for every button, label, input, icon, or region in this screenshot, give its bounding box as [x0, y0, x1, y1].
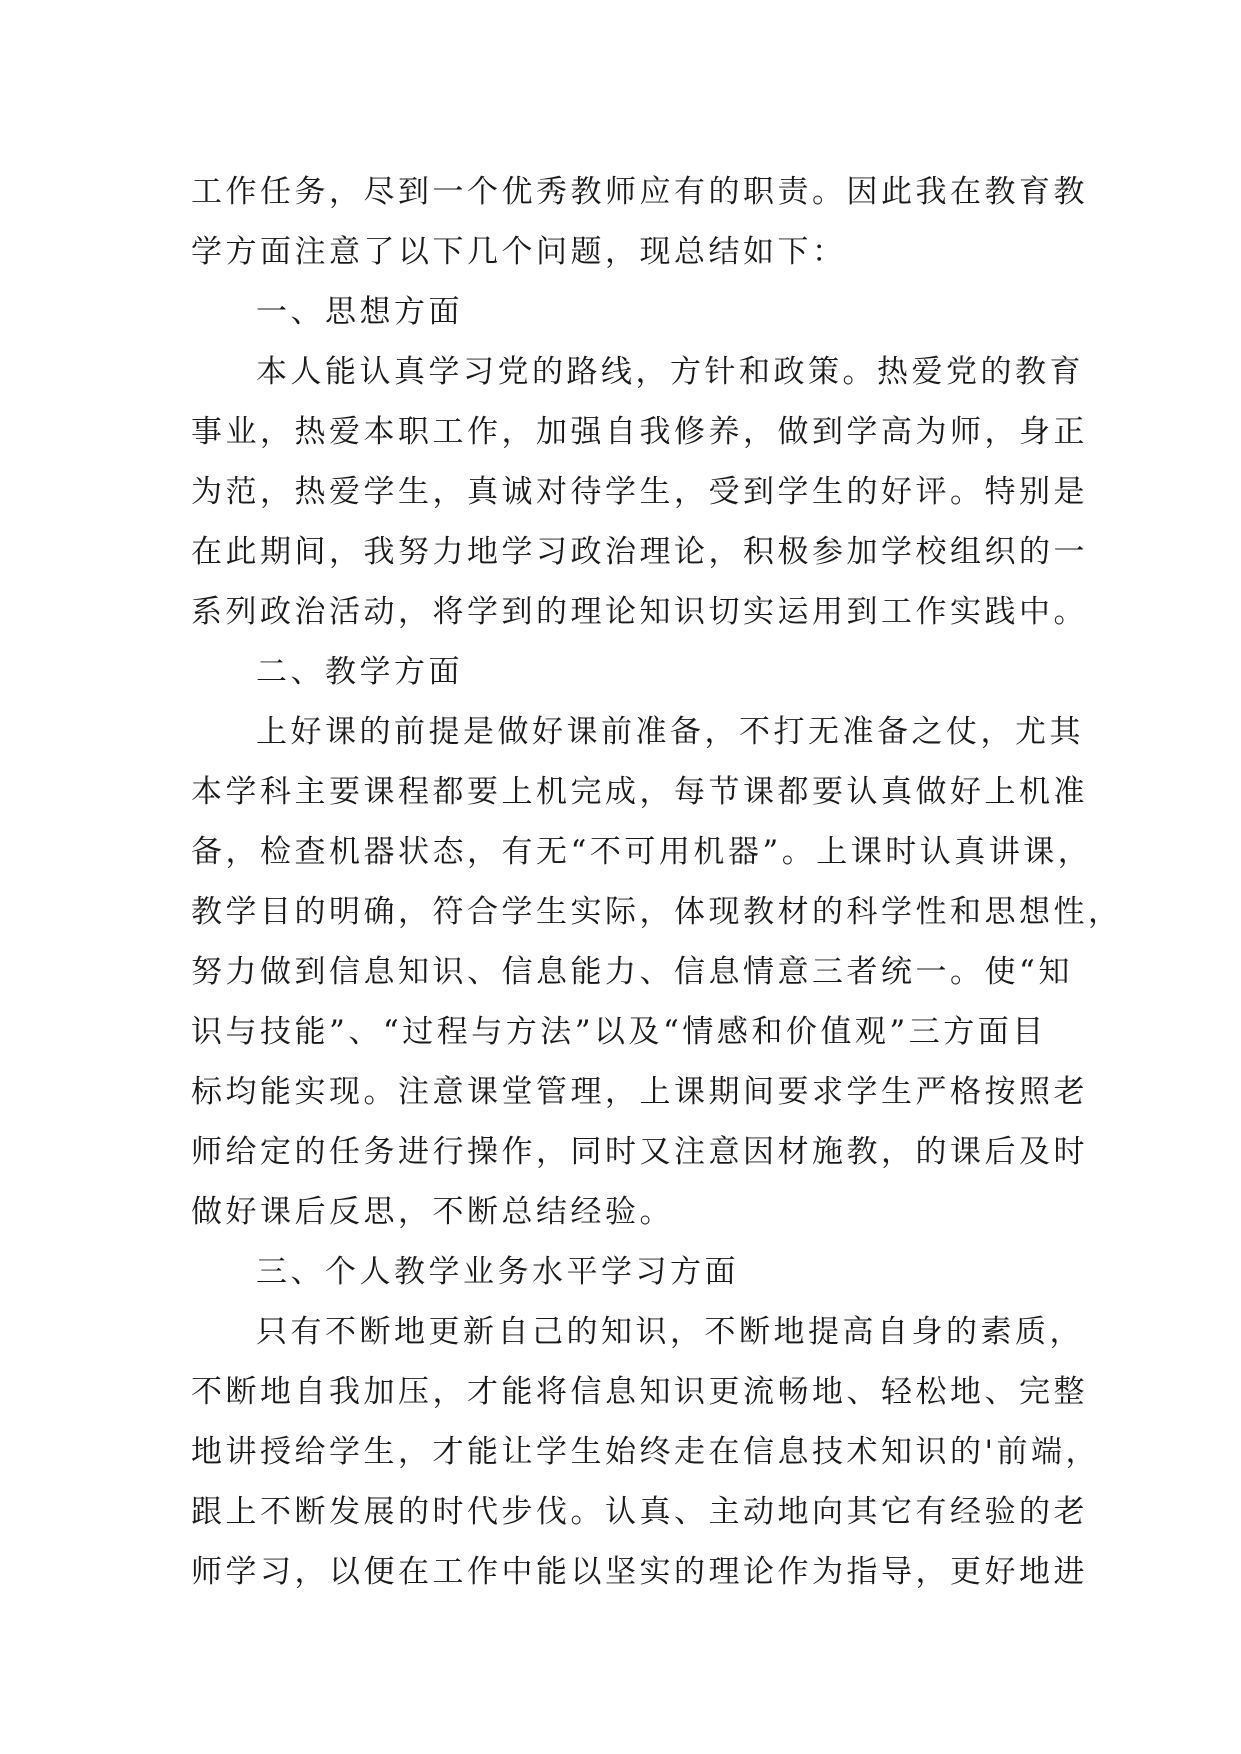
paragraph-line: 事业，热爱本职工作，加强自我修养，做到学高为师，身正: [191, 414, 1088, 450]
section-heading: 一、思想方面: [256, 294, 463, 330]
paragraph-line: 不断地自我加压，才能将信息知识更流畅地、轻松地、完整: [191, 1374, 1088, 1410]
paragraph-line: 本学科主要课程都要上机完成，每节课都要认真做好上机准: [191, 774, 1088, 810]
section-heading: 二、教学方面: [256, 654, 463, 690]
paragraph-line: 工作任务，尽到一个优秀教师应有的职责。因此我在教育教: [191, 174, 1088, 210]
paragraph-line: 识与技能”、“过程与方法”以及“情感和价值观”三方面目: [191, 1014, 1047, 1050]
paragraph-line: 为范，热爱学生，真诚对待学生，受到学生的好评。特别是: [191, 474, 1088, 510]
paragraph-line: 标均能实现。注意课堂管理，上课期间要求学生严格按照老: [191, 1074, 1088, 1110]
paragraph-line: 本人能认真学习党的路线，方针和政策。热爱党的教育: [256, 354, 1084, 390]
paragraph-line: 师给定的任务进行操作，同时又注意因材施教，的课后及时: [191, 1134, 1088, 1170]
paragraph-line: 在此期间，我努力地学习政治理论，积极参加学校组织的一: [191, 534, 1088, 570]
paragraph-line: 只有不断地更新自己的知识，不断地提高自身的素质，: [256, 1314, 1084, 1350]
paragraph-line: 系列政治活动，将学到的理论知识切实运用到工作实践中。: [191, 594, 1088, 630]
paragraph-line: 努力做到信息知识、信息能力、信息情意三者统一。使“知: [191, 954, 1073, 990]
paragraph-line: 备，检查机器状态，有无“不可用机器”。上课时认真讲课，: [191, 834, 1093, 870]
paragraph-line: 教学目的明确，符合学生实际，体现教材的科学性和思想性，: [191, 894, 1123, 930]
paragraph-line: 上好课的前提是做好课前准备，不打无准备之仗，尤其: [256, 714, 1084, 750]
paragraph-line: 跟上不断发展的时代步伐。认真、主动地向其它有经验的老: [191, 1494, 1088, 1530]
paragraph-line: 做好课后反思，不断总结经验。: [191, 1194, 674, 1230]
paragraph-line: 学方面注意了以下几个问题，现总结如下：: [191, 234, 847, 270]
section-heading: 三、个人教学业务水平学习方面: [256, 1254, 739, 1290]
paragraph-line: 地讲授给学生，才能让学生始终走在信息技术知识的'前端，: [191, 1434, 1101, 1470]
paragraph-line: 师学习，以便在工作中能以坚实的理论作为指导，更好地进: [191, 1554, 1088, 1590]
document-body: [191, 162, 1123, 1602]
